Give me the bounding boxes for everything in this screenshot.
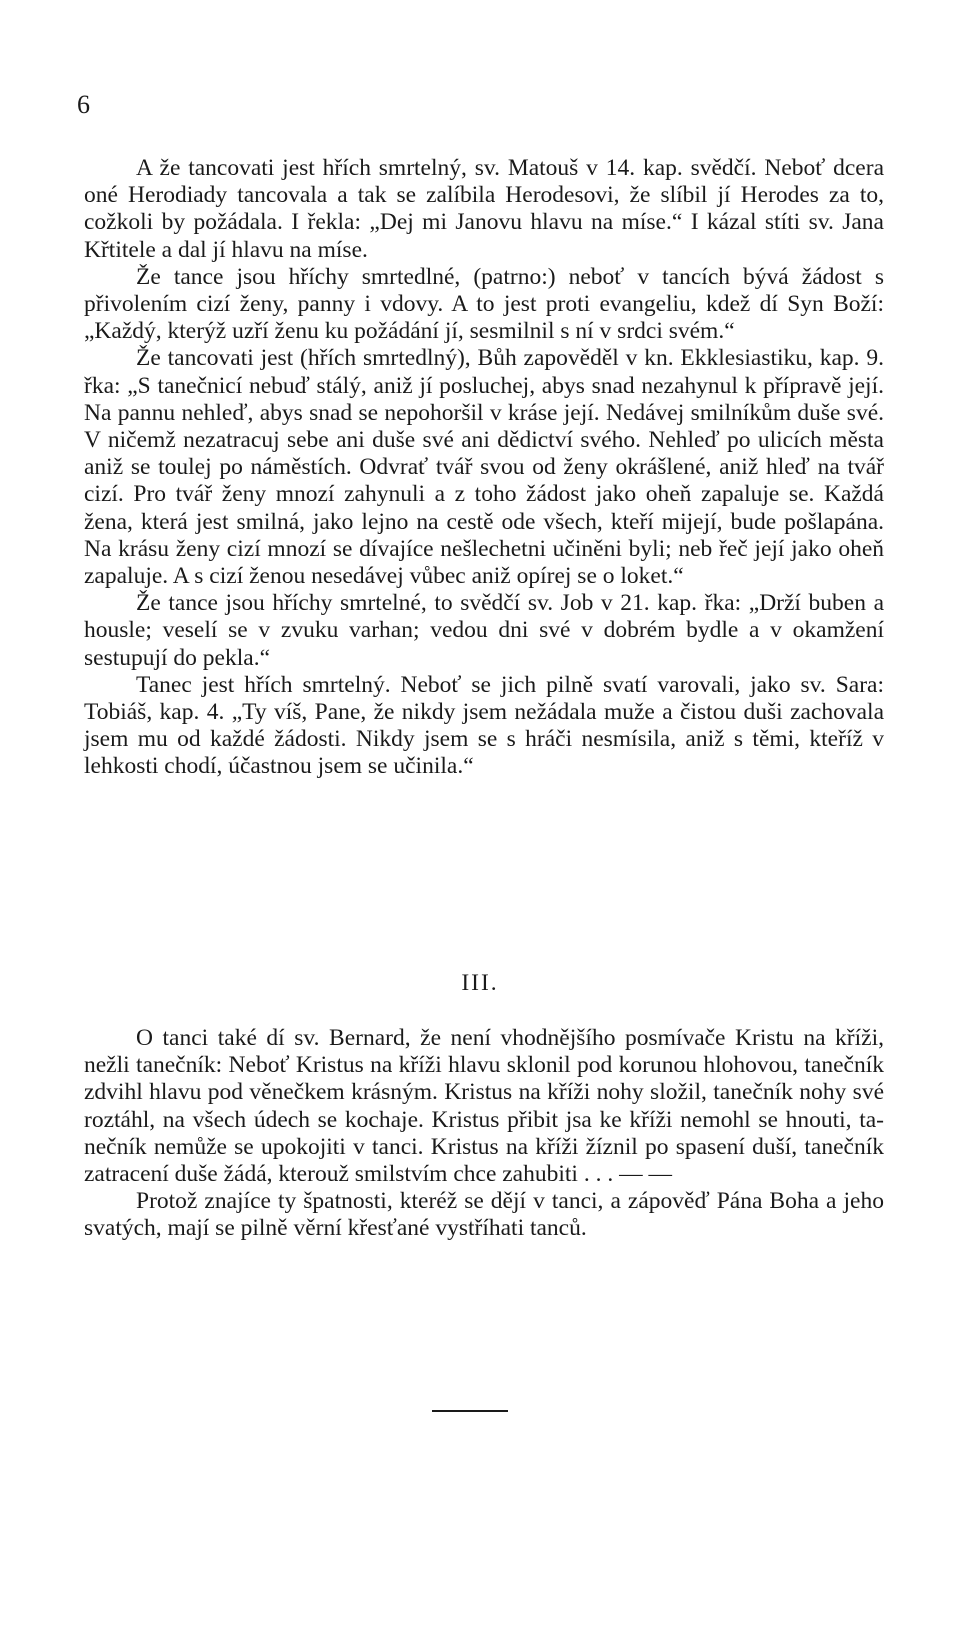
paragraph: Že tance jsou hříchy smrtedlné, (patrno:) neboť v tancích bývá žádost s přivolením cizí ženy, panny i vdovy. A to jest proti evangeliu, kdež dí Syn Boží: „Každý, kterýž uzří ženu ku požádání jí, sesmilnil s ní v srdci svém.“ <box>84 263 884 345</box>
paragraph: Že tancovati jest (hřích smrtedlný), Bůh zapověděl v kn. Ekklesiastiku, kap. 9. řka: „S tanečnicí nebuď stálý, aniž jí posluchej, abys snad nezahynul k přípravě její. Na pannu nehleď, abys snad se nepohoršil v kráse její. Nedávej smilníkům duše své. V ničemž nezatracuj sebe ani duše své ani dědictví svého. Nehleď po ulicích města aniž se toulej po náměstích. Odvrať tvář svou od ženy okrášlené, aniž hleď na tvář cizí. Pro tvář ženy mnozí zahynuli a z toho žádost jako oheň zapaluje se. Každá žena, která jest smilná, jako lejno na cestě ode všech, kteří mijejí, bude pošlapána. Na krásu ženy cizí mnozí se dívajíce nešlechetni učiněni byli; neb řeč její jako oheň zapaluje. A s cizí ženou nesedávej vůbec aniž opírej se o loket.“ <box>84 345 884 590</box>
body-text-part-2 <box>84 1025 884 1243</box>
paragraph: O tanci také dí sv. Bernard, že není vhodnějšího posmívače Kristu na kříži, nežli tanečník: Neboť Kristus na kříži hlavu sklonil pod korunou hlohovou, tanečník zdvihl hlavu pod věnečkem krásným. Kristus na kříži nohy složil, tanečník nohy své roztáhl, na všech údech se kochaje. Kristus přibit jsa ke kříži nemohl se hnouti, tanečník nemůže se upokojiti v tanci. Kristus na kříži žíznil po spasení duší, tanečník zatracení duše žádá, kterouž smilstvím chce zahubiti . . . — — <box>84 1025 884 1188</box>
page-number: 6 <box>77 90 90 119</box>
paragraph: Tanec jest hřích smrtelný. Neboť se jich pilně svatí varovali, jako sv. Sara: Tobiáš, kap. 4. „Ty víš, Pane, že nikdy jsem nežádala muže a čistou duši zachovala jsem mu od každé žádosti. Nikdy jsem se s hráči nesmísila, aniž s těmi, kteříž v lehkosti chodí, účastnou jsem se učinila.“ <box>84 671 884 780</box>
end-divider <box>432 1410 508 1412</box>
paragraph: A že tancovati jest hřích smrtelný, sv. Matouš v 14. kap. svědčí. Neboť dcera oné Herodiady tancovala a tak se zalíbila Herodesovi, že slíbil jí Herodes za to, cožkoli by požádala. I řekla: „Dej mi Janovu hlavu na míse.“ I kázal stíti sv. Jana Křtitele a dal jí hlavu na míse. <box>84 155 884 263</box>
paragraph: Že tance jsou hříchy smrtelné, to svědčí sv. Job v 21. kap. řka: „Drží buben a housle; veselí se v zvuku varhan; vedou dni své v dobrém bydle a v okamžení sestupují do pekla.“ <box>84 590 884 671</box>
section-heading: III. <box>461 970 499 996</box>
paragraph: Protož znajíce ty špatnosti, kteréž se dějí v tanci, a zápověď Pána Boha a jeho svatých, mají se pilně věrní křesťané vystříhati tanců. <box>84 1188 884 1242</box>
body-text-part-1 <box>84 155 884 781</box>
